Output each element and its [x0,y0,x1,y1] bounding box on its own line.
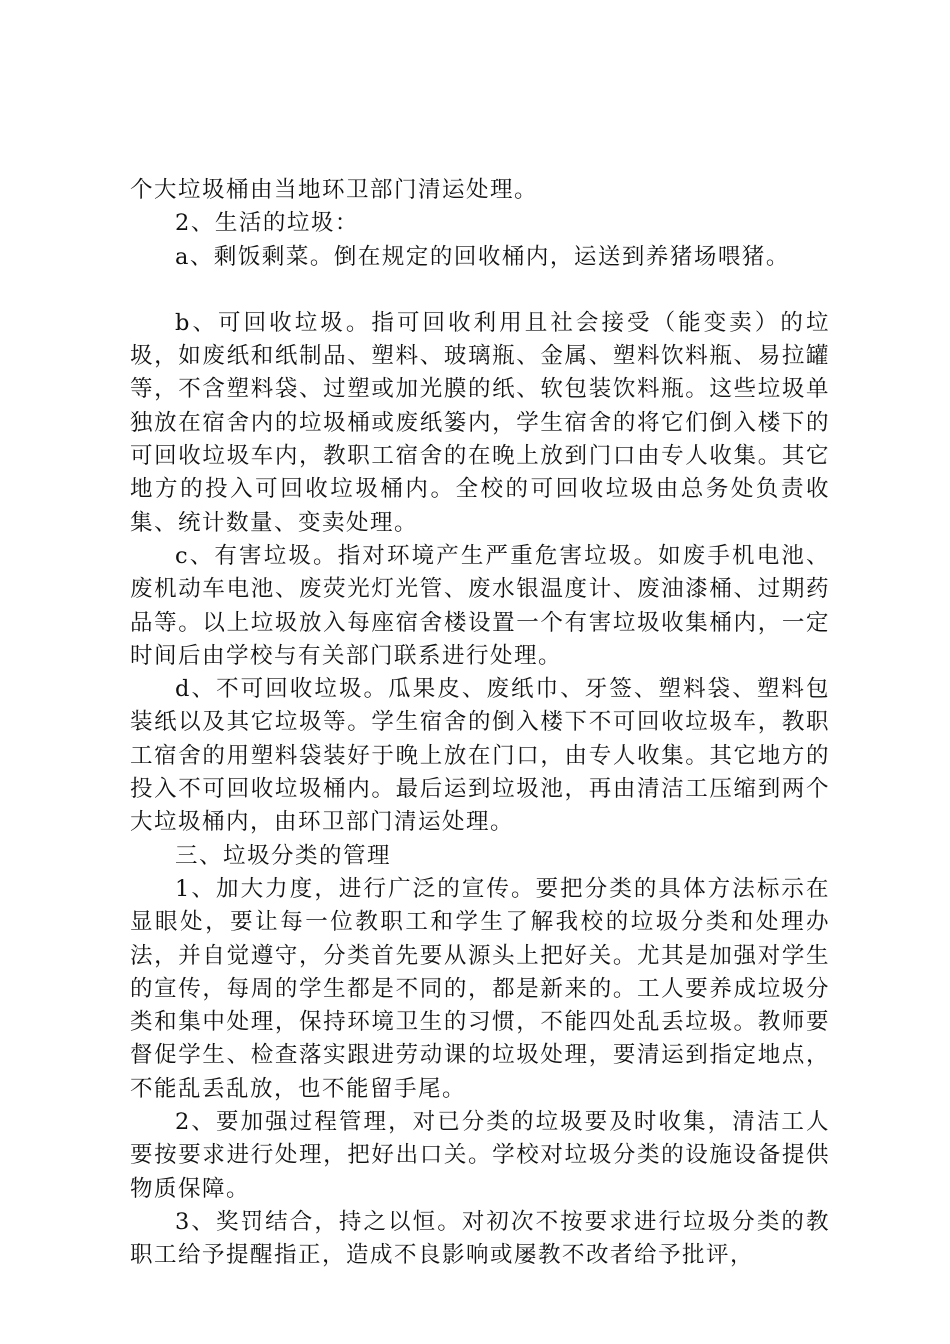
paragraph-recyclable-waste: b、可回收垃圾。指可回收利用且社会接受（能变卖）的垃圾，如废纸和纸制品、塑料、玻璃瓶、金属、塑料饮料瓶、易拉罐等，不含塑料袋、过塑或加光膜的纸、软包装饮料瓶。这些垃圾单独放在宿舍内的垃圾桶或废纸篓内，学生宿舍的将它们倒入楼下的可回收垃圾车内，教职工宿舍的在晚上放到门口由专人收集。其它地方的投入可回收垃圾桶内。全校的可回收垃圾由总务处负责收集、统计数量、变卖处理。 [130,309,830,536]
section-heading-management: 三、垃圾分类的管理 [175,842,392,869]
paragraph-non-recyclable-waste: d、不可回收垃圾。瓜果皮、废纸巾、牙签、塑料袋、塑料包装纸以及其它垃圾等。学生宿舍的倒入楼下不可回收垃圾车，教职工宿舍的用塑料袋装好于晚上放在门口，由专人收集。其它地方的投入不可回收垃圾桶内。最后运到垃圾池，再由清洁工压缩到两个大垃圾桶内，由环卫部门清运处理。 [130,676,830,836]
paragraph-household-waste-heading: 2、生活的垃圾： [175,210,359,237]
paragraph-publicity: 1、加大力度，进行广泛的宣传。要把分类的具体方法标示在显眼处，要让每一位教职工和学生了解我校的垃圾分类和处理办法，并自觉遵守，分类首先要从源头上把好关。尤其是加强对学生的宣传，每周的学生都是不同的，都是新来的。工人要养成垃圾分类和集中处理，保持环境卫生的习惯，不能四处乱丢垃圾。教师要督促学生、检查落实跟进劳动课的垃圾处理，要清运到指定地点，不能乱丢乱放，也不能留手尾。 [130,875,830,1102]
paragraph-rewards-penalties: 3、奖罚结合，持之以恒。对初次不按要求进行垃圾分类的教职工给予提醒指正，造成不良影响或屡教不改者给予批评， [130,1208,830,1269]
paragraph-continuation: 个大垃圾桶由当地环卫部门清运处理。 [130,177,539,203]
paragraph-leftover-food: a、剩饭剩菜。倒在规定的回收桶内，运送到养猪场喂猪。 [175,243,790,270]
paragraph-process-management: 2、要加强过程管理，对已分类的垃圾要及时收集，清洁工人要按要求进行处理，把好出口关。学校对垃圾分类的设施设备提供物质保障。 [130,1109,830,1202]
paragraph-gap [130,274,830,307]
paragraph-hazardous-waste: c、有害垃圾。指对环境产生严重危害垃圾。如废手机电池、废机动车电池、废荧光灯光管、废水银温度计、废油漆桶、过期药品等。以上垃圾放入每座宿舍楼设置一个有害垃圾收集桶内，一定时间后由学校与有关部门联系进行处理。 [130,542,830,669]
document-body [130,174,830,1273]
